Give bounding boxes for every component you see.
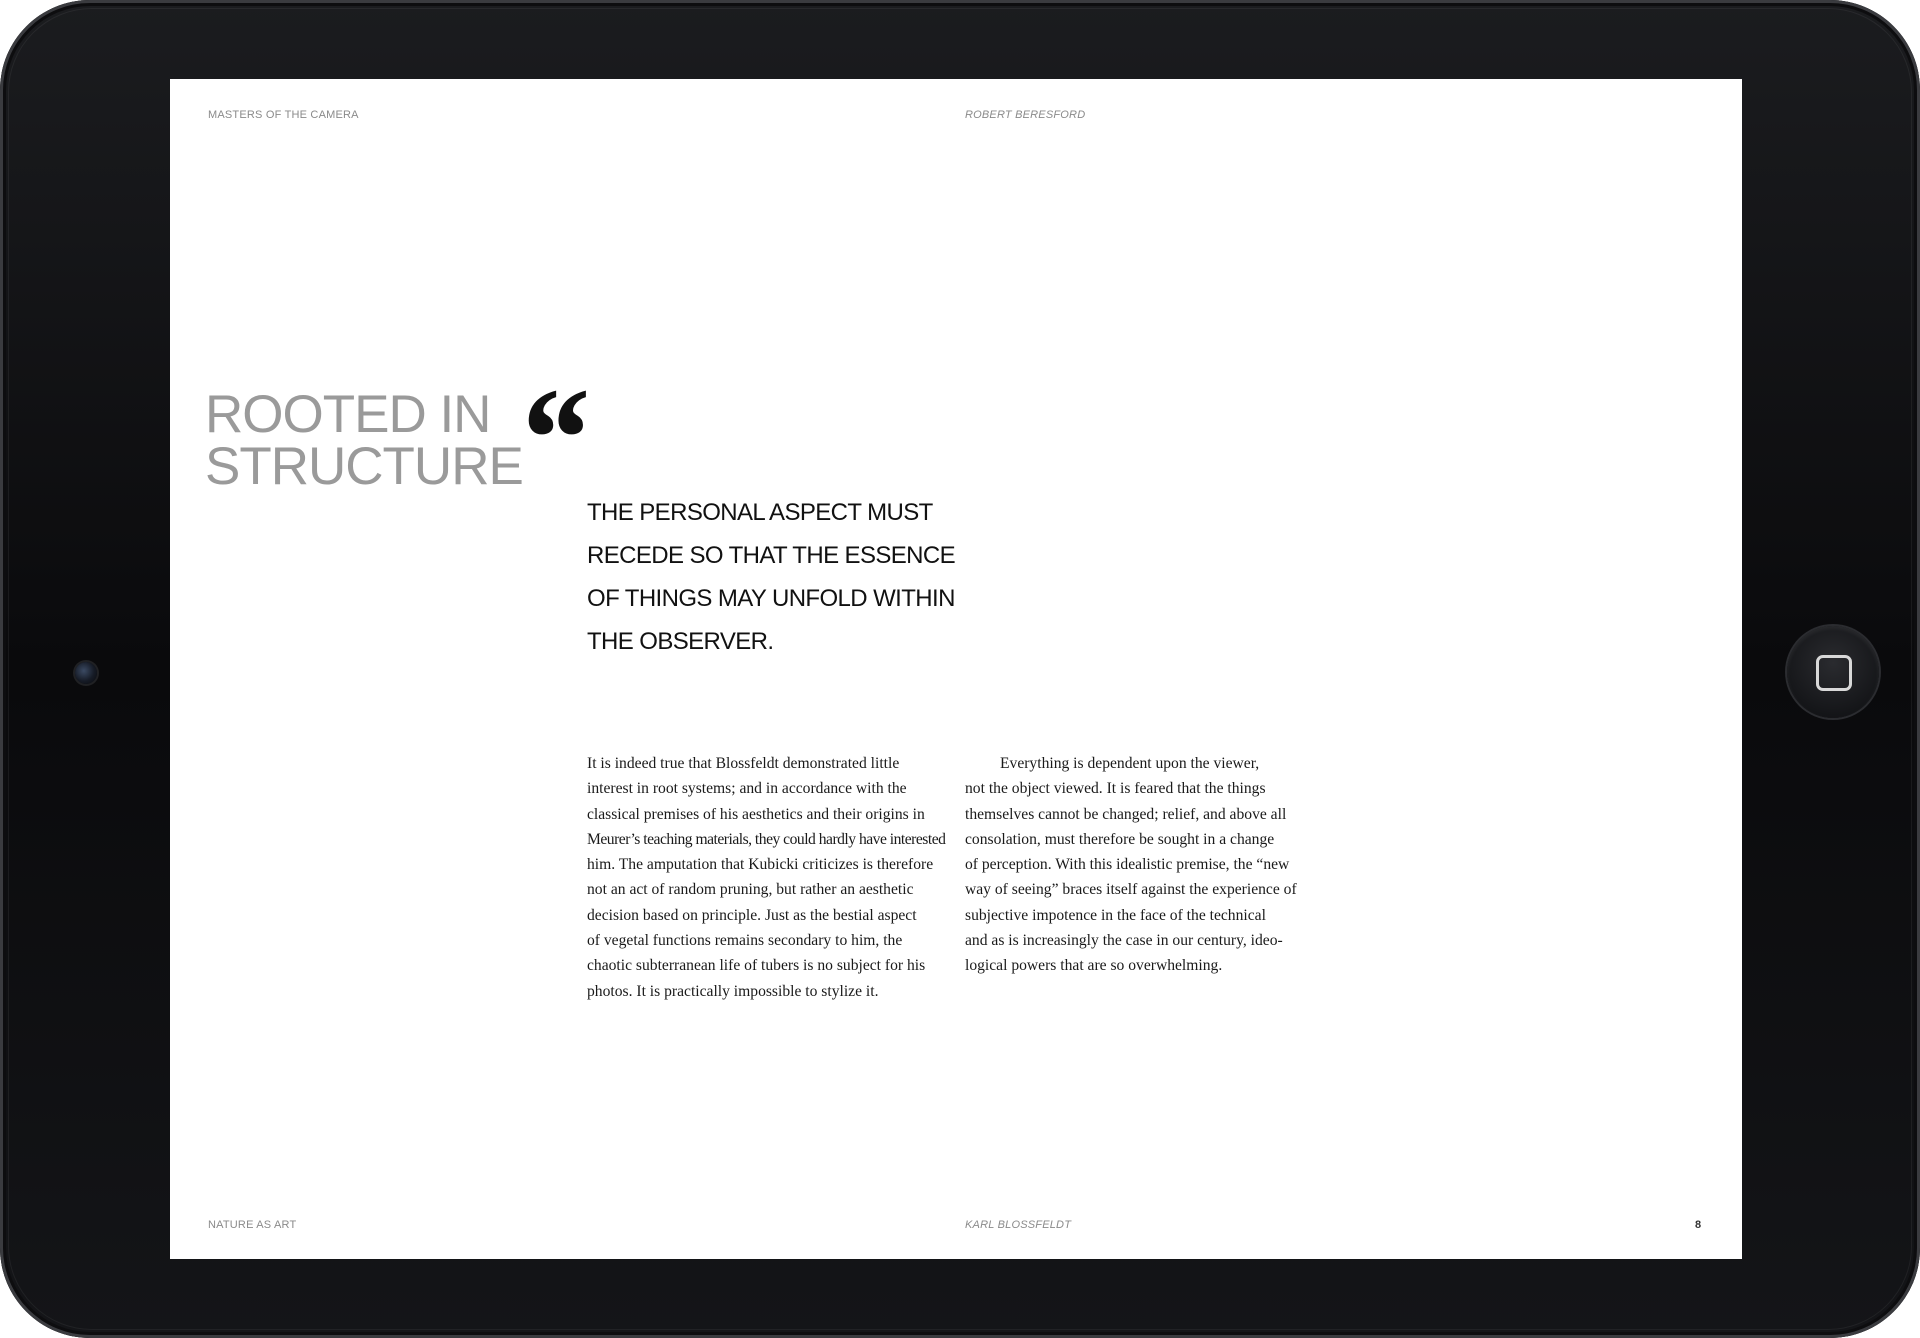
- pull-quote-line: OF THINGS MAY UNFOLD WITHIN: [587, 585, 955, 612]
- body-line: subjective impotence in the face of the technical: [965, 906, 1266, 924]
- body-line: of vegetal functions remains secondary to him, the: [587, 932, 903, 950]
- pull-quote-line: RECEDE SO THAT THE ESSENCE: [587, 542, 956, 569]
- pull-quote-line: THE PERSONAL ASPECT MUST: [587, 499, 933, 526]
- body-line: Everything is dependent upon the viewer,: [1000, 755, 1260, 772]
- home-square-icon: [1816, 655, 1852, 691]
- chapter-title-line-1: ROOTED IN: [205, 385, 491, 444]
- body-column-right: [965, 751, 1330, 979]
- page-number: 8: [1695, 1219, 1702, 1231]
- body-line: interest in root systems; and in accordance with the: [587, 780, 907, 798]
- body-line: chaotic subterranean life of tubers is no subject for his: [587, 957, 926, 975]
- body-line: photos. It is practically impossible to stylize it.: [587, 982, 879, 1000]
- body-line: classical premises of his aesthetics and their origins in: [587, 805, 925, 823]
- footer-section-title: NATURE AS ART: [208, 1219, 297, 1231]
- chapter-title: [205, 385, 523, 496]
- chapter-title-line-2: STRUCTURE: [205, 437, 523, 496]
- front-camera: [75, 662, 97, 684]
- body-line: consolation, must therefore be sought in a change: [965, 830, 1275, 848]
- ebook-page: [170, 79, 1742, 1259]
- body-line: not an act of random pruning, but rather an aesthetic: [587, 881, 914, 899]
- body-line: him. The amputation that Kubicki criticizes is therefore: [587, 856, 934, 874]
- body-line: It is indeed true that Blossfeldt demonstrated little: [587, 755, 900, 772]
- body-line: Meurer’s teaching materials, they could hardly have interested: [587, 830, 946, 848]
- body-line: logical powers that are so overwhelming.: [965, 957, 1223, 975]
- header-author: ROBERT BERESFORD: [965, 109, 1086, 121]
- footer-subject: KARL BLOSSFELDT: [965, 1219, 1072, 1231]
- pull-quote: [587, 491, 1007, 663]
- body-line: and as is increasingly the case in our century, ideo-: [965, 932, 1283, 950]
- body-line: not the object viewed. It is feared that the things: [965, 780, 1266, 798]
- body-line: of perception. With this idealistic premise, the “new: [965, 856, 1290, 874]
- header-book-title: MASTERS OF THE CAMERA: [208, 109, 359, 121]
- open-quote-icon: “: [515, 359, 588, 519]
- body-line: way of seeing” braces itself against the experience of: [965, 881, 1297, 899]
- body-line: decision based on principle. Just as the bestial aspect: [587, 906, 917, 924]
- body-line: themselves cannot be changed; relief, and above all: [965, 805, 1287, 823]
- home-button[interactable]: [1787, 626, 1879, 718]
- body-column-left: [587, 751, 952, 1004]
- pull-quote-line: THE OBSERVER.: [587, 628, 774, 655]
